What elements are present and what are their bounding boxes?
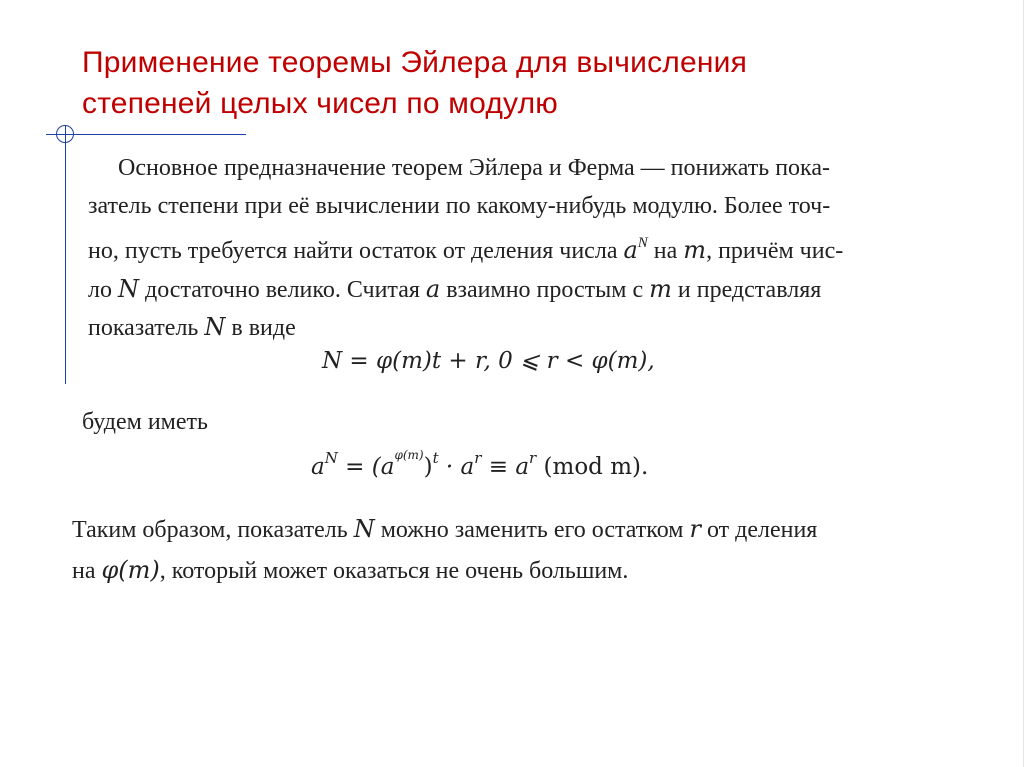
intro-line-4 xyxy=(88,271,843,310)
text-segment: от деления xyxy=(700,517,818,543)
text-segment: , который может оказаться не очень большим. xyxy=(159,558,629,584)
formula-segment: (mod m). xyxy=(536,454,649,480)
formula-decomposition: N = φ(m)t + r, 0 ⩽ r < φ(m), xyxy=(322,348,655,374)
horizontal-guide-line xyxy=(46,134,246,135)
math-var-n: N xyxy=(117,274,139,303)
slide-title xyxy=(82,42,962,124)
math-superscript-n: N xyxy=(324,449,338,467)
math-var-r: r xyxy=(689,515,701,543)
math-superscript-r: r xyxy=(529,449,537,467)
text-segment: , причём чис- xyxy=(706,238,844,264)
formula-congruence xyxy=(311,448,648,480)
title-line-1: Применение теоремы Эйлера для вычисления xyxy=(82,46,748,79)
intro-line-5 xyxy=(88,309,843,348)
text-segment: на xyxy=(72,558,102,584)
text-segment: показатель xyxy=(88,315,205,341)
math-var-a: a xyxy=(311,454,325,480)
text-segment: Таким образом, показатель xyxy=(72,517,354,543)
math-var-a: a xyxy=(425,274,441,303)
title-line-2: степеней целых чисел по модулю xyxy=(82,87,558,120)
transition-text: будем иметь xyxy=(82,409,208,435)
math-superscript-r: r xyxy=(474,449,482,467)
text-segment: и представляя xyxy=(671,276,822,303)
formula-segment: ≡ a xyxy=(481,454,530,480)
math-phi-m: φ(m) xyxy=(101,556,160,584)
math-var-a: a xyxy=(623,236,638,264)
math-superscript-t: t xyxy=(432,449,439,467)
text-segment: достаточно велико. Считая xyxy=(138,276,426,303)
math-superscript-n: N xyxy=(637,235,648,251)
text-segment: ло xyxy=(88,276,118,303)
crosshair-circle-icon xyxy=(56,125,74,143)
conclusion-line-1 xyxy=(72,509,817,550)
text-segment: но, пусть требуется найти остаток от деления числа xyxy=(88,238,624,264)
math-superscript-phi: φ(m) xyxy=(394,448,424,462)
formula-segment: ) xyxy=(423,454,433,480)
vertical-guide-line xyxy=(65,126,66,384)
intro-paragraph xyxy=(88,150,843,348)
text-segment: на xyxy=(647,238,684,264)
formula-segment: = (a xyxy=(337,454,395,480)
intro-line-1: Основное предназначение теорем Эйлера и Ферма — понижать пока- xyxy=(118,155,830,181)
math-var-m: m xyxy=(683,236,707,264)
text-segment: взаимно простым с xyxy=(440,276,650,303)
intro-line-3 xyxy=(88,225,843,271)
text-segment: в виде xyxy=(225,315,296,341)
conclusion-paragraph xyxy=(72,509,817,591)
math-var-m: m xyxy=(649,274,672,303)
formula-segment: · a xyxy=(438,454,475,480)
text-segment: можно заменить его остатком xyxy=(374,517,690,543)
conclusion-line-2 xyxy=(72,550,817,591)
intro-line-2: затель степени при её вычислении по какому-нибудь модулю. Более точ- xyxy=(88,192,831,219)
math-var-n: N xyxy=(353,515,375,543)
math-var-n: N xyxy=(204,313,226,341)
